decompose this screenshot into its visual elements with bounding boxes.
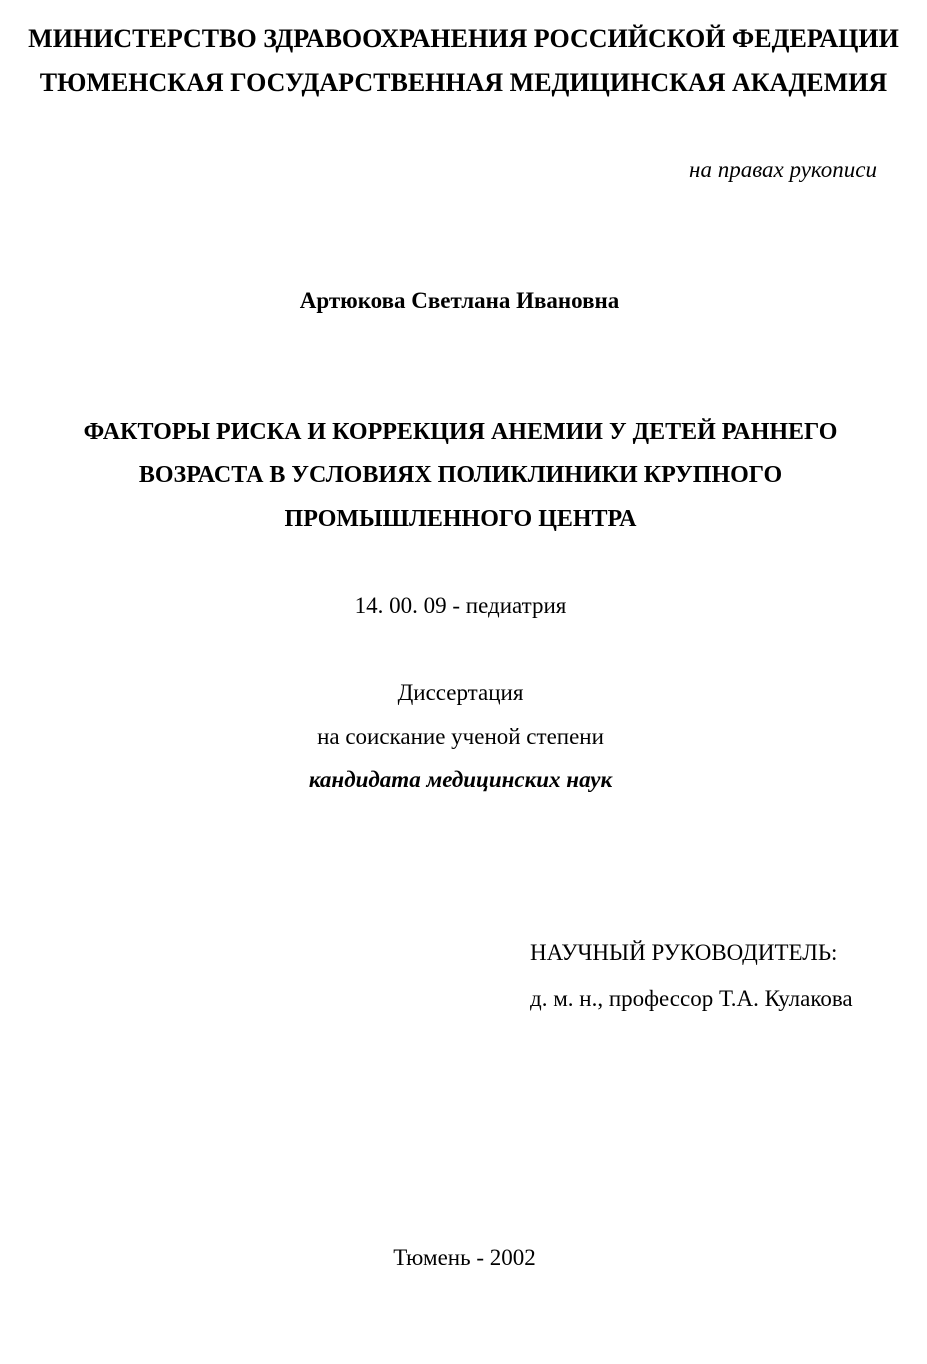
manuscript-note: на правах рукописи xyxy=(689,157,877,182)
dissertation-title-line-1: ФАКТОРЫ РИСКА И КОРРЕКЦИЯ АНЕМИИ У ДЕТЕЙ РАННЕГО xyxy=(83,419,838,445)
academy-heading: ТЮМЕНСКАЯ ГОСУДАРСТВЕННАЯ МЕДИЦИНСКАЯ АКАДЕМИЯ xyxy=(39,68,888,97)
dissertation-title-line-3: ПРОМЫШЛЕННОГО ЦЕНТРА xyxy=(284,506,637,532)
degree-type: Диссертация xyxy=(397,680,524,705)
dissertation-title-line-2: ВОЗРАСТА В УСЛОВИЯХ ПОЛИКЛИНИКИ КРУПНОГО xyxy=(138,462,783,488)
specialty-code: 14. 00. 09 - педиатрия xyxy=(354,593,567,618)
ministry-heading: МИНИСТЕРСТВО ЗДРАВООХРАНЕНИЯ РОССИЙСКОЙ ФЕДЕРАЦИИ xyxy=(28,24,899,53)
city-year: Тюмень - 2002 xyxy=(393,1245,536,1270)
degree-purpose: на соискание ученой степени xyxy=(317,724,604,749)
supervisor-label: НАУЧНЫЙ РУКОВОДИТЕЛЬ: xyxy=(530,940,838,965)
supervisor-name: д. м. н., профессор Т.А. Кулакова xyxy=(530,986,853,1011)
degree-name: кандидата медицинских наук xyxy=(308,767,613,792)
author-name: Артюкова Светлана Ивановна xyxy=(299,288,620,313)
